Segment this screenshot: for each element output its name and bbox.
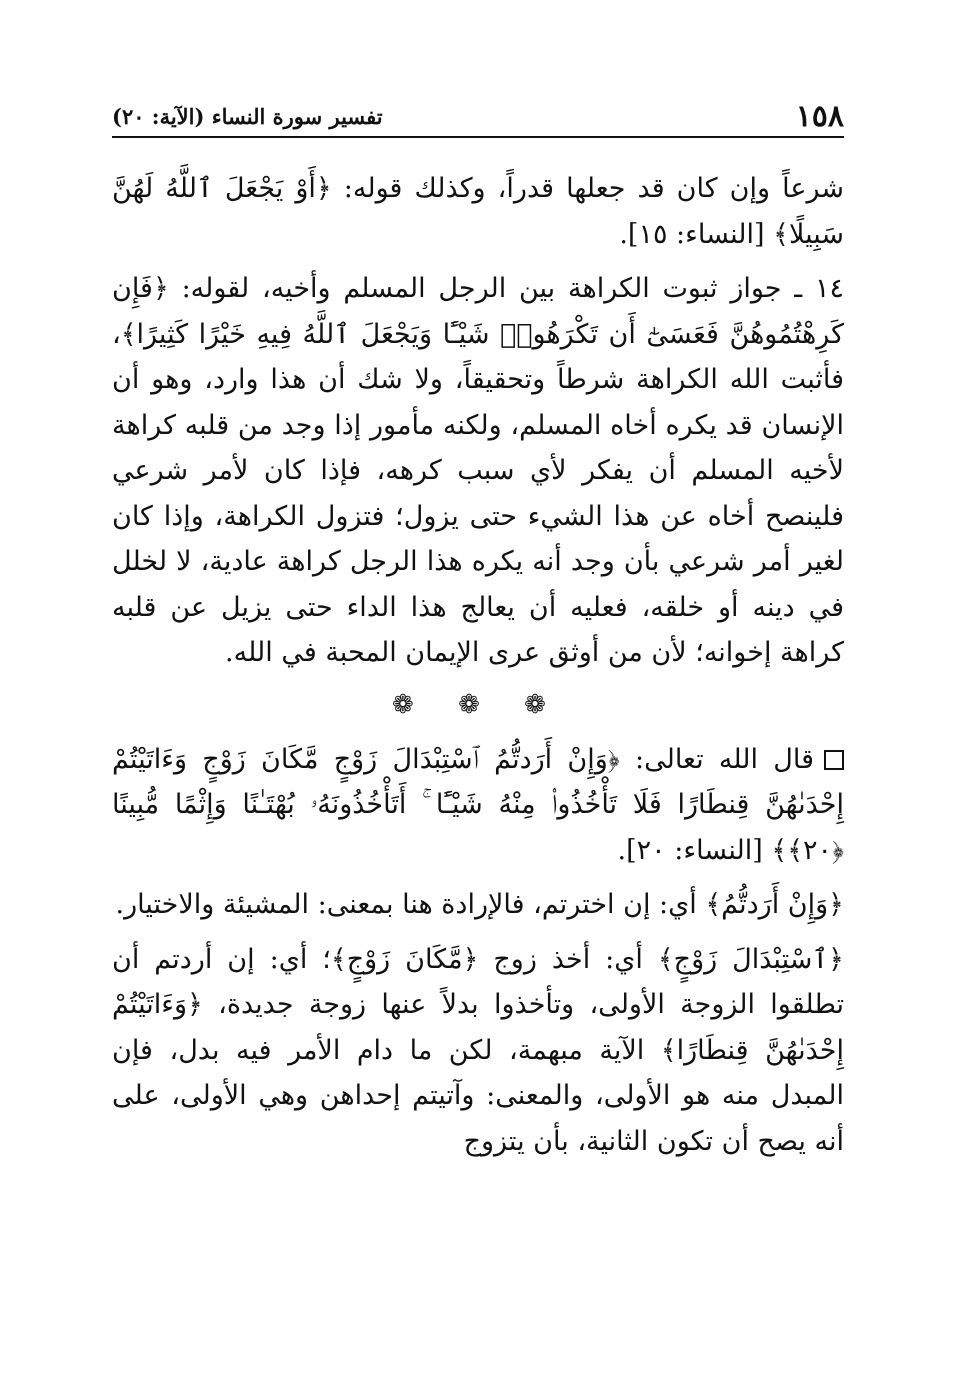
section-divider: ❁ ❁ ❁ <box>392 689 564 720</box>
square-bullet-icon <box>824 750 844 770</box>
page-number: ١٥٨ <box>795 99 844 134</box>
commentary-paragraph: ﴿وَإِنْ أَرَدتُّمُ﴾ أي: إن اخترتم، فالإرادة هنا بمعنى: المشيئة والاختيار. <box>115 889 844 920</box>
running-head: تفسير سورة النساء (الآية: ٢٠) <box>112 104 383 129</box>
paragraph-continuation: شرعاً وإن كان قد جعلها قدراً، وكذلك قوله: ﴿أَوْ يَجْعَلَ ٱللَّهُ لَهُنَّ سَبِيلًا﴾ [النساء: ١٥]. <box>112 173 844 250</box>
paragraph-point-14: ١٤ ـ جواز ثبوت الكراهة بين الرجل المسلم وأخيه، لقوله: ﴿فَإِن كَرِهْتُمُوهُنَّ فَعَسَىٰٓ أَن تَكْرَهُوا۟ شَيْـًٔا وَيَجْعَلَ ٱللَّهُ فِيهِ خَيْرًا كَثِيرًا﴾، فأثبت الله الكراهة شرطاً وتحقيقاً، ولا شك أن هذا وارد، وهو أن الإنسان قد يكره أخاه المسلم، ولكنه مأمور إذا وجد من قلبه كراهة لأخيه المسلم أن يفكر لأي سبب كرهه، فإذا كان لأمر شرعي فلينصح أخاه عن هذا الشيء حتى يزول؛ فتزول الكراهة، وإذا كان لغير أمر شرعي بأن وجد أنه يكره هذا الرجل كراهة عادية، لا لخلل في دينه أو خلقه، فعليه أن يعالج هذا الداء حتى يزيل عن قلبه كراهة إخوانه؛ لأن من أوثق عرى الإيمان المحبة في الله. <box>112 273 844 668</box>
verse-paragraph <box>112 737 844 874</box>
page-header <box>112 96 844 138</box>
commentary-paragraph: ﴿ٱسْتِبْدَالَ زَوْجٍ﴾ أي: أخذ زوج ﴿مَّكَانَ زَوْجٍ﴾؛ أي: إن أردتم أن تطلقوا الزوجة الأولى، وتأخذوا بدلاً عنها زوجة جديدة، ﴿وَءَاتَيْتُمْ إِحْدَىٰهُنَّ قِنطَارًا﴾ الآية مبهمة، لكن ما دام الأمر فيه بدل، فإن المبدل منه هو الأولى، والمعنى: وآتيتم إحداهن وهي الأولى، على أنه يصح أن تكون الثانية، بأن يتزوج <box>112 943 844 1157</box>
page-body <box>112 166 844 1173</box>
verse-text: قال الله تعالى: ﴿وَإِنْ أَرَدتُّمُ ٱسْتِبْدَالَ زَوْجٍ مَّكَانَ زَوْجٍ وَءَاتَيْتُمْ إِحْدَىٰهُنَّ قِنطَارًا فَلَا تَأْخُذُوا۟ مِنْهُ شَيْـًٔا ۚ أَتَأْخُذُونَهُۥ بُهْتَـٰنًا وَإِثْمًا مُّبِينًا ﴿٢٠﴾﴾ [النساء: ٢٠]. <box>112 743 844 866</box>
